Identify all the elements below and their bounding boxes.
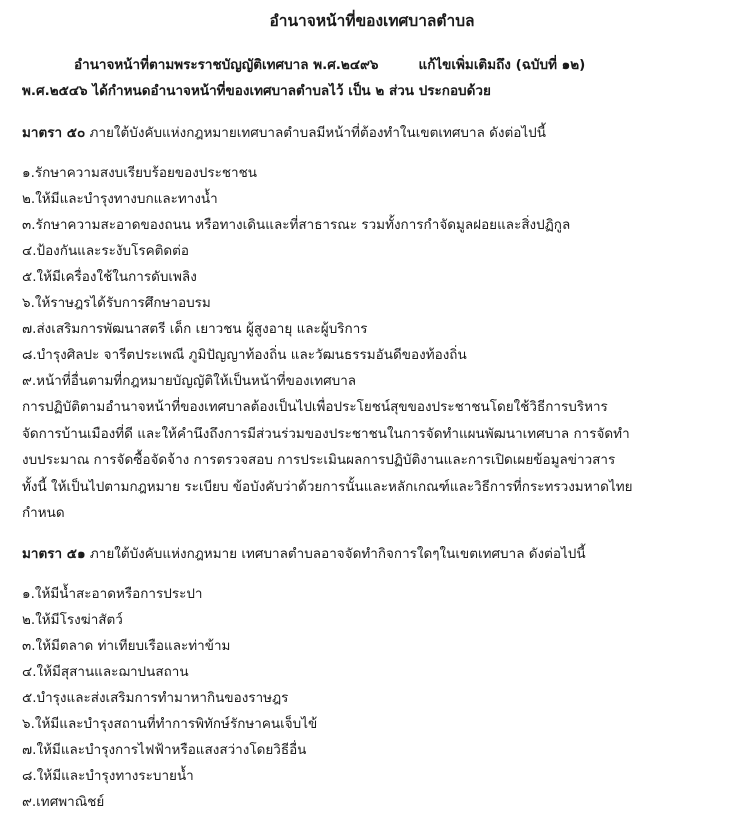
page-title: อำนาจหน้าที่ของเทศบาลตำบล <box>269 12 475 30</box>
paragraph-line: การปฏิบัติตามอำนาจหน้าที่ของเทศบาลต้องเป็นไปเพื่อประโยชน์สุขของประชาชนโดยใช้วิธีการบริหาร <box>22 399 608 415</box>
paragraph-line: งบประมาณ การจัดซื้อจัดจ้าง การตรวจสอบ การประเมินผลการปฏิบัติงานและการเปิดเผยข้อมูลข่าวสาร <box>22 452 616 468</box>
section-51-item: ๒.ให้มีโรงฆ่าสัตว์ <box>22 611 123 628</box>
section-51-item: ๓.ให้มีตลาด ท่าเทียบเรือและท่าข้าม <box>22 637 231 654</box>
paragraph-line: ทั้งนี้ ให้เป็นไปตามกฎหมาย ระเบียบ ข้อบังคับว่าด้วยการนั้นและหลักเกณฑ์และวิธีการที่กระทรวงมหาดไทย <box>22 478 633 495</box>
section-50-item: ๒.ให้มีและบำรุงทางบกและทางน้ำ <box>22 191 218 207</box>
section-51-item: ๑.ให้มีน้ำสะอาดหรือการประปา <box>22 585 203 602</box>
section-50-item: ๘.บำรุงศิลปะ จารีตประเพณี ภูมิปัญญาท้องถิ่น และวัฒนธรรมอันดีของท้องถิ่น <box>22 347 467 363</box>
section-50-item: ๗.ส่งเสริมการพัฒนาสตรี เด็ก เยาวชน ผู้สูงอายุ และผู้บริการ <box>22 321 368 337</box>
section-51-heading-text: ภายใต้บังคับแห่งกฎหมาย เทศบาลตำบลอาจจัดทำกิจการใดๆในเขตเทศบาล ดังต่อไปนี้ <box>85 545 586 562</box>
section-51-item: ๖.ให้มีและบำรุงสถานที่ทำการพิทักษ์รักษาคนเจ็บไข้ <box>22 715 318 732</box>
document <box>22 0 722 815</box>
section-50-item: ๓.รักษาความสะอาดของถนน หรือทางเดินและที่สาธารณะ รวมทั้งการกำจัดมูลฝอยและสิ่งปฏิกูล <box>22 217 571 233</box>
section-51-item: ๗.ให้มีและบำรุงการไฟฟ้าหรือแสงสว่างโดยวิธีอื่น <box>22 741 307 758</box>
section-51-list <box>22 581 722 815</box>
section-50-heading-text: ภายใต้บังคับแห่งกฎหมายเทศบาลตำบลมีหน้าที่ต้องทำในเขตเทศบาล ดังต่อไปนี้ <box>85 125 546 141</box>
section-51-heading <box>22 541 722 567</box>
section-50-list <box>22 160 722 394</box>
section-50-item: ๖.ให้ราษฎรได้รับการศึกษาอบรม <box>22 295 211 311</box>
section-50-paragraph <box>22 394 722 527</box>
section-50-label: มาตรา ๕๐ <box>22 125 86 141</box>
section-51-item: ๙.เทศพาณิชย์ <box>22 793 105 810</box>
section-51-item: ๔.ให้มีสุสานและฌาปนสถาน <box>22 663 189 680</box>
intro-act-reference: อำนาจหน้าที่ตามพระราชบัญญัติเทศบาล พ.ศ.๒๔๙๖ <box>74 57 379 73</box>
paragraph-line: กำหนด <box>22 505 65 521</box>
intro-amendment-reference: แก้ไขเพิ่มเติมถึง (ฉบับที่ ๑๒) <box>418 57 586 73</box>
paragraph-line: จัดการบ้านเมืองที่ดี และให้คำนึงถึงการมีส่วนร่วมของประชาชนในการจัดทำแผนพัฒนาเทศบาล การจัดทำ <box>22 425 630 442</box>
intro-paragraph <box>22 52 722 104</box>
section-51-item: ๘.ให้มีและบำรุงทางระบายน้ำ <box>22 767 194 784</box>
section-50-item: ๙.หน้าที่อื่นตามที่กฎหมายบัญญัติให้เป็นหน้าที่ของเทศบาล <box>22 373 357 389</box>
intro-line-2: พ.ศ.๒๕๔๖ ได้กำหนดอำนาจหน้าที่ของเทศบาลตำบลไว้ เป็น ๒ ส่วน ประกอบด้วย <box>22 83 491 99</box>
section-50-item: ๕.ให้มีเครื่องใช้ในการดับเพลิง <box>22 269 197 285</box>
intro-line-1 <box>22 52 722 78</box>
section-51-label: มาตรา ๕๑ <box>22 545 86 562</box>
section-51-item: ๕.บำรุงและส่งเสริมการทำมาหากินของราษฎร <box>22 689 289 706</box>
section-50-heading <box>22 120 722 146</box>
section-50-item: ๔.ป้องกันและระงับโรคติดต่อ <box>22 243 190 259</box>
section-50-item: ๑.รักษาความสงบเรียบร้อยของประชาชน <box>22 165 258 181</box>
